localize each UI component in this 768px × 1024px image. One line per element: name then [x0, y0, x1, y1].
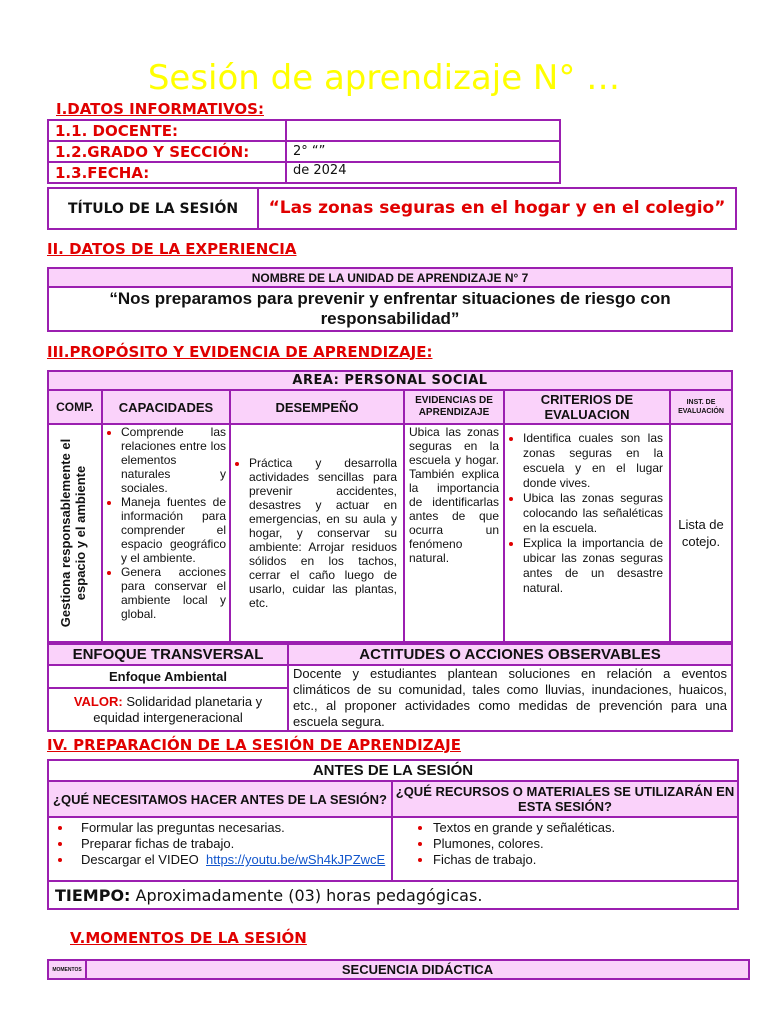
antes-item: • Preparar fichas de trabajo. [73, 836, 391, 852]
evidencias-text: Ubica las zonas seguras en la escuela y hogar. También explica la importancia de identificarlas antes de que ocurra un fenómeno natural. [404, 424, 504, 642]
competencia-text: Gestiona responsablemente el espacio y el ambiente [58, 438, 88, 628]
video-link[interactable]: https://youtu.be/wSh4kJPZwcE [206, 852, 386, 867]
criterio-item: • Ubica las zonas seguras colocando las señaléticas en la escuela. [523, 491, 663, 536]
recursos-cell [392, 817, 738, 881]
grado-label: 1.2.GRADO Y SECCIÓN: [48, 141, 286, 162]
valor-text: Solidaridad planetaria y equidad intergeneracional [93, 693, 263, 725]
preparacion-table [47, 759, 739, 910]
header-capacidades: CAPACIDADES [102, 390, 230, 424]
enfoque-nombre: Enfoque Ambiental [48, 665, 288, 688]
header-inst: INST. DE EVALUACIÓN [670, 390, 732, 424]
desempeno-cell [230, 424, 404, 642]
tiempo-label: TIEMPO: [55, 885, 131, 905]
enfoque-header: ENFOQUE TRANSVERSAL [48, 644, 288, 665]
titulo-sesion-value: “Las zonas seguras en el hogar y en el colegio” [258, 188, 736, 229]
criterio-item: • Explica la importancia de ubicar las zonas seguras antes de un desastre natural. [523, 536, 663, 596]
instrumento-text: Lista de cotejo. [670, 424, 732, 642]
capacidad-item: • Comprende las relaciones entre los elementos naturales y sociales. [121, 425, 226, 495]
criterios-cell [504, 424, 670, 642]
actitudes-header: ACTITUDES O ACCIONES OBSERVABLES [288, 644, 732, 665]
section-proposito: III.PROPÓSITO Y EVIDENCIA DE APRENDIZAJE: [47, 343, 433, 361]
unidad-label: NOMBRE DE LA UNIDAD DE APRENDIZAJE N° 7 [48, 268, 732, 287]
q1-header: ¿QUÉ NECESITAMOS HACER ANTES DE LA SESIÓN? [48, 781, 392, 817]
antes-cell [48, 817, 392, 881]
section-momentos: V.MOMENTOS DE LA SESIÓN [70, 929, 307, 947]
datos-informativos-table [47, 119, 561, 184]
titulo-sesion-label: TÍTULO DE LA SESIÓN [48, 188, 258, 229]
header-criterios: CRITERIOS DE EVALUACION [504, 390, 670, 424]
area-header: AREA: PERSONAL SOCIAL [48, 371, 732, 390]
capacidad-item: • Maneja fuentes de información para comprender el espacio geográfico y el ambiente. [121, 495, 226, 565]
valor-cell [48, 688, 288, 731]
competencia-cell [48, 424, 102, 642]
unidad-value: “Nos preparamos para prevenir y enfrentar situaciones de riesgo con responsabilidad” [48, 287, 732, 331]
titulo-sesion-table [47, 187, 737, 230]
fecha-label: 1.3.FECHA: [48, 162, 286, 183]
recurso-item: • Fichas de trabajo. [433, 852, 737, 868]
criterio-item: • Identifica cuales son las zonas seguras en la escuela y en el lugar donde vives. [523, 431, 663, 491]
momentos-col-header: MOMENTOS [48, 960, 86, 979]
grado-value: 2° “” [286, 141, 560, 162]
antes-header: ANTES DE LA SESIÓN [48, 760, 738, 781]
fecha-value: de 2024 [286, 162, 560, 183]
momentos-table [47, 959, 750, 980]
recurso-item: • Textos en grande y señaléticas. [433, 820, 737, 836]
tiempo-cell [48, 881, 738, 909]
recurso-item: • Plumones, colores. [433, 836, 737, 852]
header-comp: COMP. [48, 390, 102, 424]
section-datos-informativos: I.DATOS INFORMATIVOS: [56, 100, 264, 118]
unidad-table [47, 267, 733, 332]
header-desempeno: DESEMPEÑO [230, 390, 404, 424]
capacidades-cell [102, 424, 230, 642]
page-title: Sesión de aprendizaje N° … [147, 58, 621, 98]
q2-header: ¿QUÉ RECURSOS O MATERIALES SE UTILIZARÁN EN ESTA SESIÓN? [392, 781, 738, 817]
proposito-table [47, 370, 733, 643]
docente-value [286, 120, 560, 141]
header-evidencias: EVIDENCIAS DE APRENDIZAJE [404, 390, 504, 424]
secuencia-col-header: SECUENCIA DIDÁCTICA [86, 960, 749, 979]
desempeno-text: • Práctica y desarrolla actividades sencillas para prevenir accidentes, desastres y actuar en emergencias, en su aula y hogar, y conservar su ambiente: Arrojar residuos sólidos en los tachos, cerrar el caño luego de usarlo, cuidar las plantas, etc. [249, 456, 397, 610]
antes-item: Descargar el VIDEO [81, 852, 199, 867]
antes-item: • Formular las preguntas necesarias. [73, 820, 391, 836]
section-preparacion: IV. PREPARACIÓN DE LA SESIÓN DE APRENDIZAJE [47, 736, 461, 754]
section-datos-experiencia: II. DATOS DE LA EXPERIENCIA [47, 240, 297, 258]
capacidad-item: • Genera acciones para conservar el ambiente local y global. [121, 565, 226, 621]
tiempo-value: Aproximadamente (03) horas pedagógicas. [135, 885, 483, 905]
enfoque-table [47, 643, 733, 732]
valor-label: VALOR: [73, 693, 123, 709]
docente-label: 1.1. DOCENTE: [48, 120, 286, 141]
actitudes-text: Docente y estudiantes plantean soluciones en relación a eventos climáticos de su comunidad, tales como lluvias, inundaciones, huaicos, etc., al proponer actividades como medidas de prevención para una escuela segura. [288, 665, 732, 731]
